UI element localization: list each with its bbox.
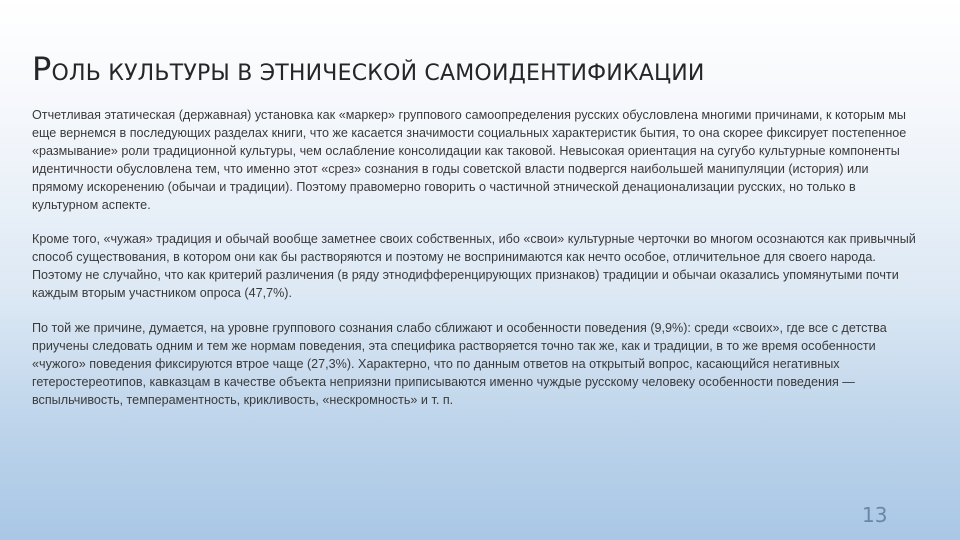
slide-title [32, 50, 932, 88]
paragraph-1: Отчетливая этатическая (державная) установка как «маркер» группового самоопределения русских обусловлена многими причинами, к которым мы еще вернемся в последующих разделах книги, что же касается значимости социальных характеристик бытия, то она скорее фиксирует постепенное «размывание» роли традиционной культуры, чем ослабление консолидации как таковой. Невысокая ориентация на сугубо культурные компоненты идентичности обусловлена тем, что именно этот «срез» сознания в годы советской власти подвергся наибольшей манипуляции (история) или прямому искоренению (обычаи и традиции). Поэтому правомерно говорить о частичной этнической денационализации русских, но только в культурном аспекте. [32, 108, 907, 212]
slide-body [32, 107, 922, 427]
paragraph-3: По той же причине, думается, на уровне группового сознания слабо сближают и особенности поведения (9,9%): среди «своих», где все с детства приучены следовать одним и тем же нормам поведения, эта специфика растворяется точно так же, как и традиции, в то же время особенности «чужого» поведения фиксируются втрое чаще (27,3%). Характерно, что по данным ответов на открытый вопрос, касающийся негативных гетеростереотипов, кавказцам в качестве объекта неприязни приписываются именно чуждые русскому человеку особенности поведения — вспыльчивость, темпераментность, крикливость, «нескромность» и т. п. [32, 321, 887, 407]
slide-title-rest: ОЛЬ КУЛЬТУРЫ В ЭТНИЧЕСКОЙ САМОИДЕНТИФИКАЦИИ [51, 61, 705, 86]
paragraph-2: Кроме того, «чужая» традиция и обычай вообще заметнее своих собственных, ибо «свои» культурные черточки во многом осознаются как привычный способ существования, в котором они как бы растворяются и поэтому не воспринимаются как нечто особое, отличительное для своего народа. Поэтому не случайно, что как критерий различения (в ряду этнодифференцирующих признаков) традиции и обычаи оказались упомянутыми почти каждым вторым участником опроса (47,7%). [32, 232, 916, 301]
slide-title-initial: Р [32, 50, 52, 88]
page-number: 13 [862, 503, 888, 527]
